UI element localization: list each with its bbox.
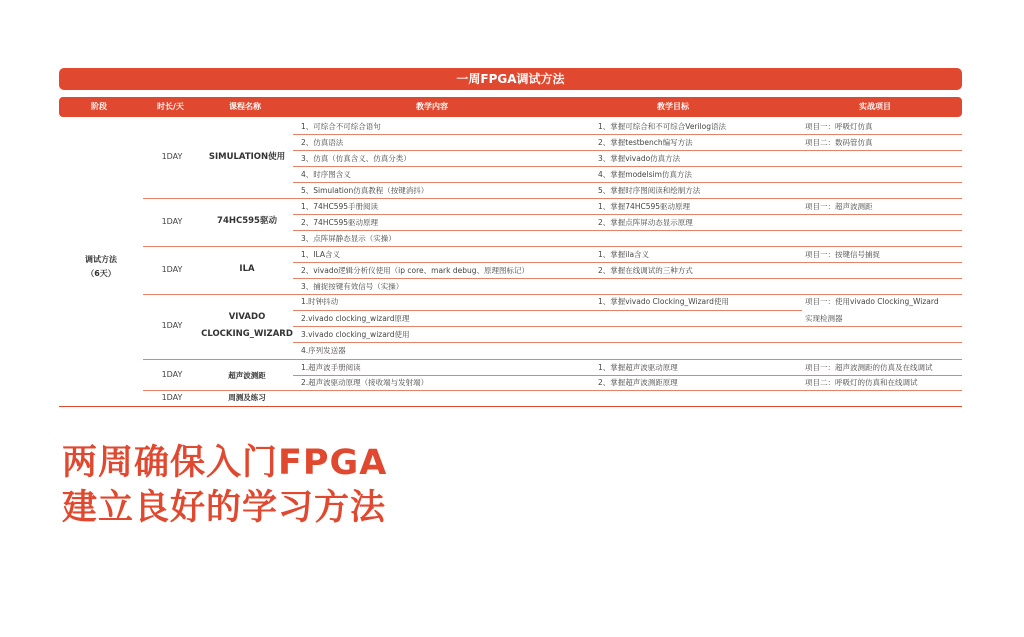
- slogan-line1: 两周确保入门FPGA: [62, 443, 388, 483]
- row-divider: [293, 182, 962, 183]
- section-divider: [143, 198, 962, 199]
- section-course-line2: CLOCKING_WIZARD: [201, 329, 293, 339]
- table-row-content: 4.序列发送器: [301, 346, 346, 355]
- row-divider: [293, 262, 962, 263]
- section-course-line1: VIVADO: [228, 312, 266, 322]
- table-row-goal: 3、掌握vivado仿真方法: [598, 154, 681, 163]
- section-duration: 1DAY: [161, 370, 183, 379]
- row-divider: [293, 134, 962, 135]
- slogan-line2: 建立良好的学习方法: [62, 488, 387, 528]
- table-row-content: 1.超声波手册阅读: [301, 363, 361, 372]
- table-row-project: 项目一：超声波测距的仿真及在线调试: [805, 363, 933, 372]
- table-banner-title: 一周FPGA调试方法: [59, 68, 962, 90]
- table-row-goal: 1、掌握74HC595驱动原理: [598, 202, 691, 211]
- row-divider: [293, 214, 962, 215]
- table-row-content: 5、Simulation仿真教程（按键消抖）: [301, 186, 429, 195]
- row-divider: [293, 310, 802, 311]
- table-row-project: 实现检测器: [805, 314, 843, 323]
- table-row-project: 项目一：使用vivado Clocking_Wizard: [805, 297, 939, 306]
- table-row-content: 3、仿真（仿真含义、仿真分类）: [301, 154, 411, 163]
- table-bottom-border: [59, 406, 962, 407]
- table-row-project: 项目二：呼吸灯的仿真和在线调试: [805, 378, 918, 387]
- table-row-goal: 2、掌握超声波测距原理: [598, 378, 678, 387]
- table-row-content: 1、74HC595手册阅读: [301, 202, 379, 211]
- table-row-content: 2、仿真语法: [301, 138, 344, 147]
- table-row-content: 2.超声波驱动原理（接收端与发射端）: [301, 378, 429, 387]
- table-row-goal: 4、掌握modelsim仿真方法: [598, 170, 692, 179]
- table-row-content: 3、捕捉按键有效信号（实操）: [301, 282, 404, 291]
- row-divider: [293, 326, 962, 327]
- section-duration: 1DAY: [161, 152, 183, 161]
- stage-label: [59, 253, 143, 281]
- header-duration: 时长/天: [157, 102, 184, 111]
- table-row-project: 项目一：超声波测距: [805, 202, 873, 211]
- table-row-content: 2、74HC595驱动原理: [301, 218, 379, 227]
- table-row-goal: 1、掌握超声波驱动原理: [598, 363, 678, 372]
- table-row-goal: 1、掌握可综合和不可综合Verilog语法: [598, 122, 727, 131]
- section-duration: 1DAY: [161, 393, 183, 402]
- section-course: ILA: [239, 264, 255, 274]
- section-course: [201, 309, 293, 343]
- table-row-content: 2、vivado逻辑分析仪使用（ip core、mark debug、原理图标记）: [301, 266, 530, 275]
- table-row-content: 1.时钟抖动: [301, 297, 339, 306]
- stage-days: （6天）: [86, 269, 116, 278]
- header-content: 教学内容: [416, 102, 448, 111]
- section-divider: [143, 359, 962, 360]
- header-goal: 教学目标: [657, 102, 689, 111]
- section-course: 74HC595驱动: [217, 216, 277, 226]
- table-row-project: 项目二：数码管仿真: [805, 138, 873, 147]
- header-project: 实战项目: [859, 102, 891, 111]
- table-row-content: 1、ILA含义: [301, 250, 340, 259]
- row-divider: [293, 375, 962, 376]
- table-header: [59, 97, 962, 117]
- section-divider: [143, 246, 962, 247]
- row-divider: [293, 278, 962, 279]
- section-divider: [143, 294, 962, 295]
- table-row-content: 4、时序图含义: [301, 170, 351, 179]
- table-row-goal: 2、掌握在线调试的三种方式: [598, 266, 693, 275]
- table-row-goal: 2、掌握testbench编写方法: [598, 138, 693, 147]
- table-row-content: 3、点阵屏静态显示（实操）: [301, 234, 396, 243]
- section-course: 超声波测距: [228, 371, 266, 380]
- row-divider: [293, 342, 962, 343]
- table-row-project: 项目一：呼吸灯仿真: [805, 122, 873, 131]
- table-row-project: 项目一：按键信号捕捉: [805, 250, 880, 259]
- section-duration: 1DAY: [161, 265, 183, 274]
- stage-title: 调试方法: [85, 255, 117, 264]
- table-row-content: 2.vivado clocking_wizard原理: [301, 314, 410, 323]
- section-course: 周测及练习: [228, 393, 266, 402]
- table-row-goal: 1、掌握ila含义: [598, 250, 650, 259]
- table-row-goal: 2、掌握点阵屏动态显示原理: [598, 218, 693, 227]
- section-course: SIMULATION使用: [208, 152, 286, 162]
- table-row-goal: 5、掌握时序图阅读和绘制方法: [598, 186, 701, 195]
- table-row-content: 3.vivado clocking_wizard使用: [301, 330, 410, 339]
- header-course: 课程名称: [229, 102, 261, 111]
- section-duration: 1DAY: [161, 217, 183, 226]
- section-duration: 1DAY: [161, 321, 183, 330]
- header-stage: 阶段: [91, 102, 107, 111]
- row-divider: [293, 150, 962, 151]
- row-divider: [293, 230, 962, 231]
- table-row-content: 1、可综合不可综合语句: [301, 122, 381, 131]
- table-row-goal: 1、掌握vivado Clocking_Wizard使用: [598, 297, 729, 306]
- row-divider: [293, 166, 962, 167]
